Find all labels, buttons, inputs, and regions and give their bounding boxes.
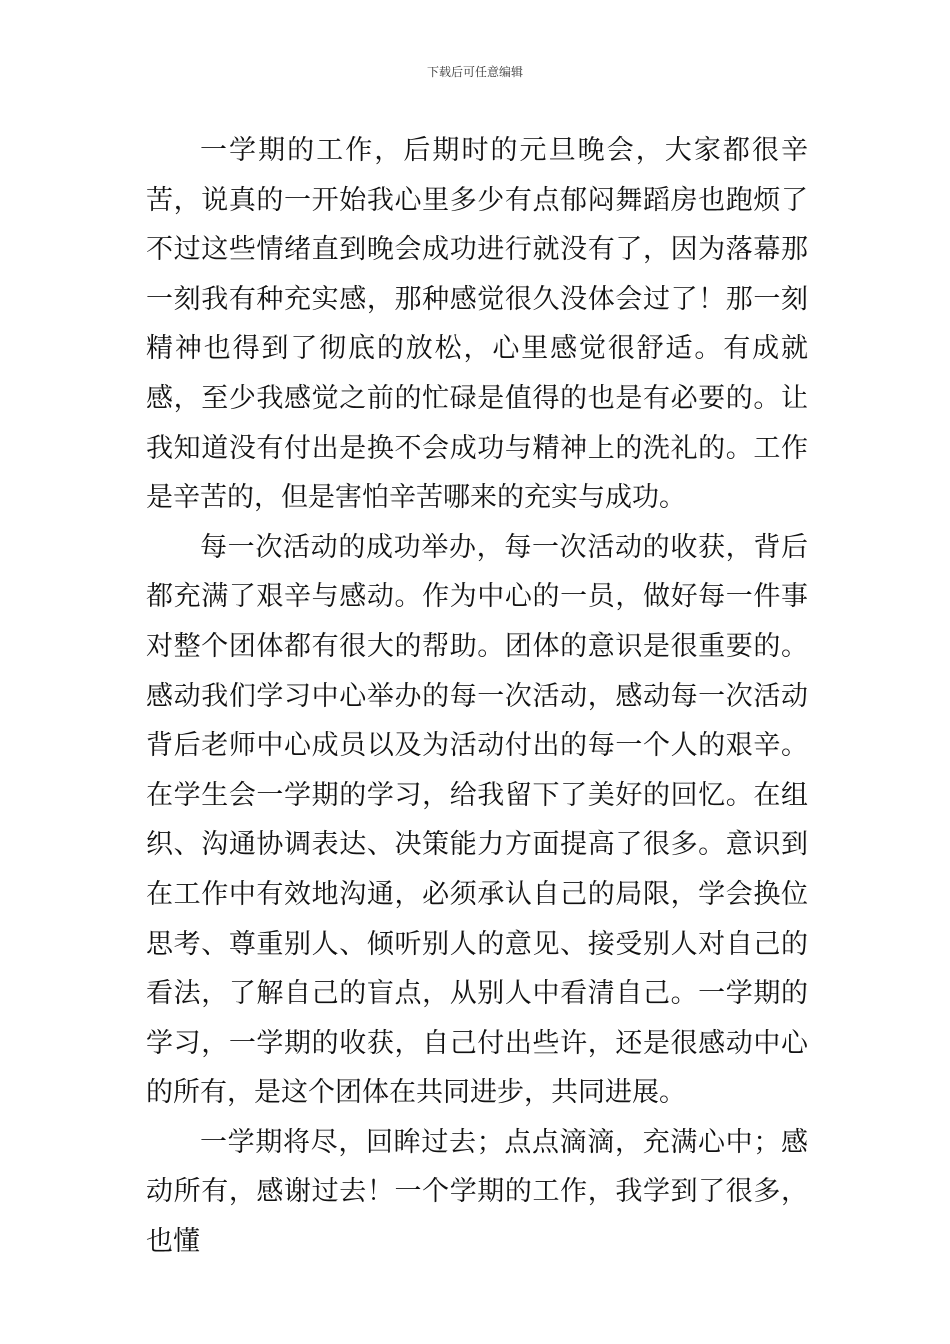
paragraph-1: 一学期的工作，后期时的元旦晚会，大家都很辛苦，说真的一开始我心里多少有点郁闷舞蹈房也跑烦了不过这些情绪直到晚会成功进行就没有了，因为落幕那一刻我有种充实感，那种感觉很久没体会过了！那一刻精神也得到了彻底的放松，心里感觉很舒适。有成就感，至少我感觉之前的忙碌是值得的也是有必要的。让我知道没有付出是换不会成功与精神上的洗礼的。工作是辛苦的，但是害怕辛苦哪来的充实与成功。 (146, 135, 808, 514)
paragraph-2: 每一次活动的成功举办，每一次活动的收获，背后都充满了艰辛与感动。作为中心的一员，做好每一件事对整个团体都有很大的帮助。团体的意识是很重要的。感动我们学习中心举办的每一次活动，感动每一次活动背后老师中心成员以及为活动付出的每一个人的艰辛。在学生会一学期的学习，给我留下了美好的回忆。在组织、沟通协调表达、决策能力方面提高了很多。意识到在工作中有效地沟通，必须承认自己的局限，学会换位思考、尊重别人、倾听别人的意见、接受别人对自己的看法，了解自己的盲点，从别人中看清自己。一学期的学习，一学期的收获，自己付出些许，还是很感动中心的所有，是这个团体在共同进步，共同进展。 (146, 531, 808, 1109)
paragraph-3: 一学期将尽，回眸过去；点点滴滴，充满心中；感动所有，感谢过去！一个学期的工作，我学到了很多，也懂 (146, 1126, 808, 1258)
page-header: 下载后可任意编辑 (426, 65, 523, 79)
document-body (146, 126, 808, 1267)
